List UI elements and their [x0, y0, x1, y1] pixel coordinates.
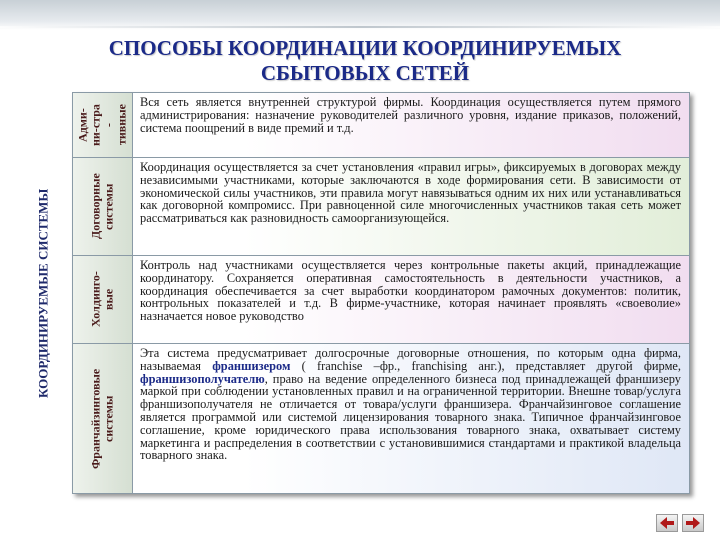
coordination-table [72, 92, 690, 494]
category-cell [73, 157, 133, 255]
category-label: Адми- ни-стра - тивные [75, 104, 129, 146]
category-cell [73, 255, 133, 343]
category-label: Договорные системы [88, 173, 116, 240]
page-title [40, 36, 690, 86]
table-row-administrative [73, 93, 689, 157]
nav-back-button[interactable] [656, 514, 678, 532]
category-label: Франчайзинговые системы [88, 368, 116, 469]
keyword-franchiser: франшизером [212, 358, 291, 373]
nav-forward-button[interactable] [682, 514, 704, 532]
title-line-1: СПОСОБЫ КООРДИНАЦИИ КООРДИНИРУЕМЫХ [108, 36, 622, 60]
arrow-left-icon [660, 517, 674, 529]
category-cell [73, 343, 133, 493]
arrow-right-icon [686, 517, 700, 529]
description-cell: Координация осуществляется за счет установления «правил игры», фиксируемых в договорах между независимыми участниками, которые заключаются в ходе формирования сети. В зависимости от экономической силы участников, эти правила могут навязываться одним их них или устанавливаться как договорной компромисс. При равноценной силе многочисленных участников такая сеть может рассматриваться как разновидность самоорганизующейся. [133, 157, 689, 255]
description-cell: Вся сеть является внутренней структурой фирмы. Координация осуществляется путем прямого администрирования: назначение руководителей различного уровня, издание приказов, положений, система поощрений в виде премий и т.д. [133, 93, 689, 157]
category-cell [73, 93, 133, 157]
description-cell: Контроль над участниками осуществляется через контрольные пакеты акций, принадлежащие координатору. Сохраняется оперативная самостоятельность в деятельности участников, а координация обеспечивается за счет выработки координатором рамочных документов: политик, контрольных показателей и т.д. В фирме-участнике, которая начинает проявлять «своеволие» назначается новое руководство [133, 255, 689, 343]
top-decoration-line [0, 26, 720, 28]
text-part: , право на ведение определенного бизнеса под принадлежащей франшизеру маркой при соблюдении установленных правил и на ограниченной территории. Внешне товар/услуга франшизополучателя не отличается от товара/услуги франшизера. Франчайзинговое соглашение является программой или системой лицензирования товарного знака. Типичное франчайзинговое соглашение, кроме юридического права использования товарного знака, охватывает систему маркетинга и распределения в соответствии с установившимися стандартами и практикой владельца товарного знака. [140, 371, 681, 463]
description-cell [133, 343, 689, 493]
text-part: ( franchise –фр., franchising анг.), представляет другой фирме, [290, 358, 682, 373]
table-row-holding [73, 255, 689, 343]
category-label: Холдинго- вые [88, 271, 116, 328]
side-group-label-cell [14, 92, 72, 494]
table-row-contractual [73, 157, 689, 255]
keyword-franchisee: франшизополучателю [140, 371, 265, 386]
title-line-2: СБЫТОВЫХ СЕТЕЙ [260, 61, 470, 85]
table-row-franchising [73, 343, 689, 493]
side-group-label: КООРДИНИРУЕМЫЕ СИСТЕМЫ [35, 188, 51, 398]
text-part: Эта система предусматривает долгосрочные договорные отношения, по которым одна фирма, называемая [140, 346, 681, 373]
